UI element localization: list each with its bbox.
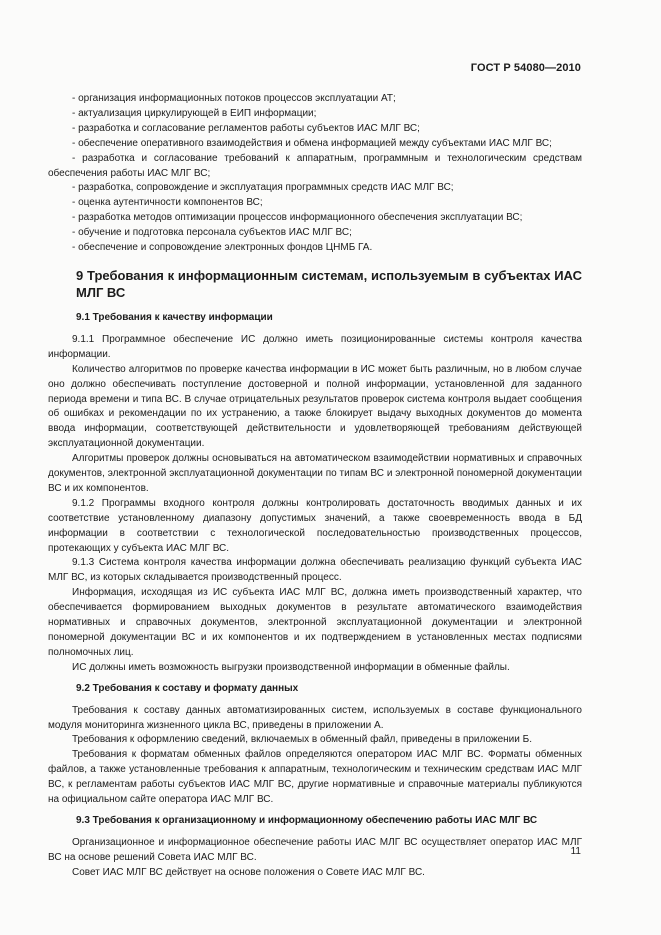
paragraph: ИС должны иметь возможность выгрузки производственной информации в обменные файлы. bbox=[72, 661, 510, 673]
document-code: ГОСТ Р 54080—2010 bbox=[470, 62, 581, 74]
paragraph: Требования к оформлению сведений, включаемых в обменный файл, приведены в приложении Б. bbox=[72, 734, 532, 746]
paragraph: Количество алгоритмов по проверке качества информации в ИС может быть различным, но в любом случае оно должно обеспечивать поступление достоверной и полной информации, установленной для заданного периода времени и типа ВС. В случае отрицательных результатов проверок система контроля выдает сообщения об ошибках и рекомендации по их устранению, а также блокирует выдачу выходных документов до момента ввода информации, соответствующей действительности и удовлетворяющей требованиям действующей эксплуатационной документации. bbox=[48, 363, 582, 450]
bullet-item: - организация информационных потоков процессов эксплуатации АТ; bbox=[72, 93, 396, 104]
paragraph: Информация, исходящая из ИС субъекта ИАС МЛГ ВС, должна иметь производственный характер, что обеспечивается формированием выходных документов в результате автоматического взаимодействия нормативных и справочных документов, электронной эксплуатационной документации и электронной пономерной документации ВС и их компонентов и их подтверждением в установленных местах подписями полномочных лиц. bbox=[48, 587, 582, 658]
paragraph: Требования к форматам обменных файлов определяются оператором ИАС МЛГ ВС. Форматы обменных файлов, а также установленные требования к аппаратным, технологическим и техническим средствам ИАС МЛГ ВС, к регламентам работы субъектов ИАС МЛГ ВС, другие нормативные и справочные материалы публикуются на официальном сайте оператора ИАС МЛГ ВС. bbox=[48, 749, 582, 806]
bullet-item: - разработка и согласование регламентов работы субъектов ИАС МЛГ ВС; bbox=[72, 122, 420, 134]
paragraph: Требования к составу данных автоматизированных систем, используемых в составе функционального модуля мониторинга жизненного цикла ВС, приведены в приложении А. bbox=[48, 704, 582, 731]
bullet-item: - разработка и согласование требований к аппаратным, программным и технологическим средствам обеспечения работы ИАС МЛГ ВС; bbox=[48, 152, 582, 179]
paragraph: 9.1.3 Система контроля качества информации должна обеспечивать реализацию функций субъекта ИАС МЛГ ВС, из которых складывается производственный процесс. bbox=[48, 557, 582, 584]
bullet-item: - обеспечение и сопровождение электронных фондов ЦНМБ ГА. bbox=[72, 242, 373, 254]
page-content bbox=[48, 92, 582, 881]
paragraph: Организационное и информационное обеспечение работы ИАС МЛГ ВС осуществляет оператор ИАС МЛГ ВС на основе решений Совета ИАС МЛГ ВС. bbox=[48, 836, 582, 863]
subsection-9-1-title: 9.1 Требования к качеству информации bbox=[76, 311, 273, 323]
bullet-item: - обеспечение оперативного взаимодействия и обмена информацией между субъектами ИАС МЛГ ВС; bbox=[72, 137, 552, 149]
paragraph: 9.1.2 Программы входного контроля должны контролировать достаточность вводимых данных и их соответствие установленному диапазону допустимых значений, а также своевременность ввода в БД информации в соответствии с технологической последовательностью производственных процессов, протекающих у субъекта ИАС МЛГ ВС. bbox=[48, 497, 582, 554]
bullet-item: - актуализация циркулирующей в ЕИП информации; bbox=[72, 107, 317, 119]
subsection-9-3-title: 9.3 Требования к организационному и информационному обеспечению работы ИАС МЛГ ВС bbox=[76, 814, 538, 826]
bullet-item: - обучение и подготовка персонала субъектов ИАС МЛГ ВС; bbox=[72, 227, 352, 239]
paragraph: 9.1.1 Программное обеспечение ИС должно иметь позиционированные системы контроля качества информации. bbox=[48, 333, 582, 360]
page-number: 11 bbox=[570, 846, 581, 857]
paragraph: Совет ИАС МЛГ ВС действует на основе положения о Совете ИАС МЛГ ВС. bbox=[72, 866, 425, 878]
paragraph: Алгоритмы проверок должны основываться на автоматическом взаимодействии нормативных и справочных документов, электронной эксплуатационной документации по типам ВС и электронной пономерной документации ВС и их компонентов. bbox=[48, 453, 582, 494]
bullet-item: - оценка аутентичности компонентов ВС; bbox=[72, 197, 263, 209]
bullet-item: - разработка, сопровождение и эксплуатация программных средств ИАС МЛГ ВС; bbox=[72, 182, 454, 194]
bullet-item: - разработка методов оптимизации процессов информационного обеспечения эксплуатации ВС; bbox=[72, 212, 523, 224]
section-9-title: 9 Требования к информационным системам, используемым в субъектах ИАС МЛГ ВС bbox=[76, 267, 582, 300]
subsection-9-2-title: 9.2 Требования к составу и формату данных bbox=[76, 682, 299, 694]
